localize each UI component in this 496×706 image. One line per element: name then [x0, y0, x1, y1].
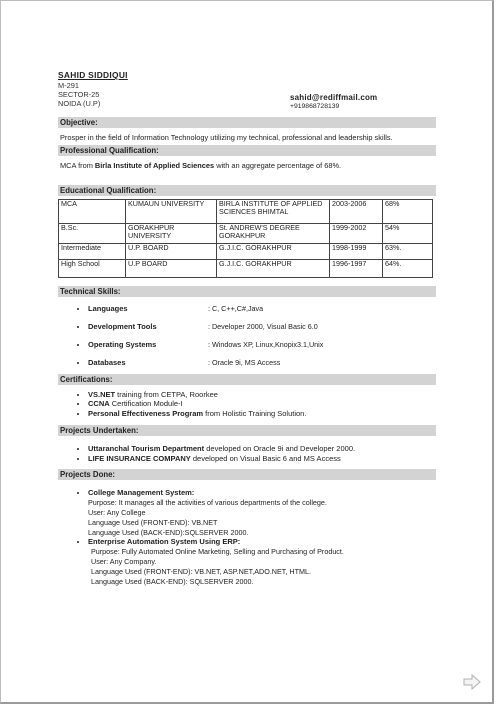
- projects-done-list: [58, 488, 436, 586]
- table-cell: 1998-1999: [330, 243, 383, 259]
- skills-list: [58, 300, 436, 372]
- table-cell: 1999-2002: [330, 223, 383, 243]
- certifications-list: [58, 390, 436, 419]
- project-detail: Language Used (FRONT-END): VB.NET, ASP.NET,ADO.NET, HTML.: [91, 566, 311, 576]
- address-line: M-291: [58, 80, 79, 90]
- section-heading-certifications: Certifications:: [58, 374, 436, 385]
- table-row: [59, 223, 433, 243]
- professional-text: MCA from Birla Institute of Applied Sciences with an aggregate percentage of 68%.: [60, 160, 342, 170]
- table-cell: G.J.I.C. GORAKHPUR: [217, 243, 330, 259]
- email-address: sahid@rediffmail.com: [290, 93, 378, 102]
- next-arrow-icon[interactable]: [462, 672, 482, 692]
- table-cell: G.J.I.C. GORAKHPUR: [217, 259, 330, 277]
- list-item: • Enterprise Automation System Using ERP: Purpose: Fully Automated Online Marketing, Selling and Purchasing of Product. User: Any Company. Language Used (FRONT-END): VB.NET, ASP.NET,ADO.NET, HTML. Language Used (BACK-END): SQLSERVER 2000.: [88, 537, 436, 586]
- project-detail: User: Any Company.: [91, 557, 157, 567]
- table-cell: 54%: [383, 223, 433, 243]
- table-cell: MCA: [59, 199, 126, 223]
- table-row: [59, 243, 433, 259]
- section-heading-projects-done: Projects Done:: [58, 469, 436, 480]
- table-cell: Intermediate: [59, 243, 126, 259]
- table-cell: High School: [59, 259, 126, 277]
- section-heading-projects-undertaken: Projects Undertaken:: [58, 425, 436, 436]
- candidate-name: SAHID SIDDIQUI: [58, 70, 128, 80]
- address-line: SECTOR-25: [58, 89, 100, 99]
- objective-text: Prosper in the field of Information Technology utilizing my technical, professional and leadership skills.: [60, 132, 393, 142]
- list-item: • CCNA Certification Module-I: [88, 399, 436, 409]
- list-item: • Personal Effectiveness Program from Holistic Training Solution.: [88, 409, 436, 419]
- section-heading-objective: Objective:: [58, 117, 436, 128]
- list-item: • Languages : C, C++,C#,Java: [88, 300, 436, 318]
- institute-name: Birla Institute of Applied Sciences: [94, 160, 215, 170]
- resume-page: [58, 70, 436, 586]
- project-detail: Language Used (FRONT-END): VB.NET: [88, 517, 218, 527]
- project-detail: Language Used (BACK-END): SQLSERVER 2000.: [91, 576, 254, 586]
- table-cell: U.P BOARD: [126, 259, 217, 277]
- table-cell: GORAKHPUR UNIVERSITY: [126, 223, 217, 243]
- phone-number: +919868728139: [290, 103, 340, 110]
- list-item: • VS.NET training from CETPA, Roorkee: [88, 390, 436, 400]
- projects-undertaken-list: [58, 444, 436, 464]
- section-heading-skills: Technical Skills:: [58, 286, 436, 297]
- education-table: [58, 199, 433, 278]
- list-item: • Operating Systems : Windows XP, Linux,Knopix3.1,Unix: [88, 336, 436, 354]
- header: [58, 70, 436, 108]
- project-detail: Purpose: Fully Automated Online Marketing, Selling and Purchasing of Product.: [91, 547, 344, 557]
- project-detail: User: Any College: [88, 508, 146, 518]
- table-cell: 63%.: [383, 243, 433, 259]
- list-item: • College Management System: Purpose: It manages all the activities of various departments of the college. User: Any College Language Used (FRONT-END): VB.NET Language Used (BACK-END):SQLSERVER 2000.: [88, 488, 436, 537]
- project-detail: Language Used (BACK-END):SQLSERVER 2000.: [88, 527, 249, 537]
- section-heading-education: Educational Qualification:: [58, 185, 436, 196]
- table-cell: 1996-1997: [330, 259, 383, 277]
- table-cell: B.Sc.: [59, 223, 126, 243]
- table-row: [59, 199, 433, 223]
- address-line: NOIDA (U.P): [58, 98, 101, 108]
- contact-block: [290, 93, 377, 111]
- table-cell: 64%.: [383, 259, 433, 277]
- list-item: • Databases : Oracle 9i, MS Access: [88, 354, 436, 372]
- table-cell: BIRLA INSTITUTE OF APPLIED SCIENCES BHIMTAL: [217, 199, 330, 223]
- table-cell: U.P. BOARD: [126, 243, 217, 259]
- table-cell: KUMAUN UNIVERSITY: [126, 199, 217, 223]
- list-item: • LIFE INSURANCE COMPANY developed on Visual Basic 6 and MS Access: [88, 454, 436, 464]
- list-item: • Development Tools : Developer 2000, Visual Basic 6.0: [88, 318, 436, 336]
- section-heading-professional: Professional Qualification:: [58, 145, 436, 156]
- list-item: • Uttaranchal Tourism Department developed on Oracle 9i and Developer 2000.: [88, 444, 436, 454]
- table-row: [59, 259, 433, 277]
- table-cell: 2003-2006: [330, 199, 383, 223]
- project-detail: Purpose: It manages all the activities of various departments of the college.: [88, 498, 327, 508]
- table-cell: 68%: [383, 199, 433, 223]
- table-cell: St. ANDREW'S DEGREE GORAKHPUR: [217, 223, 330, 243]
